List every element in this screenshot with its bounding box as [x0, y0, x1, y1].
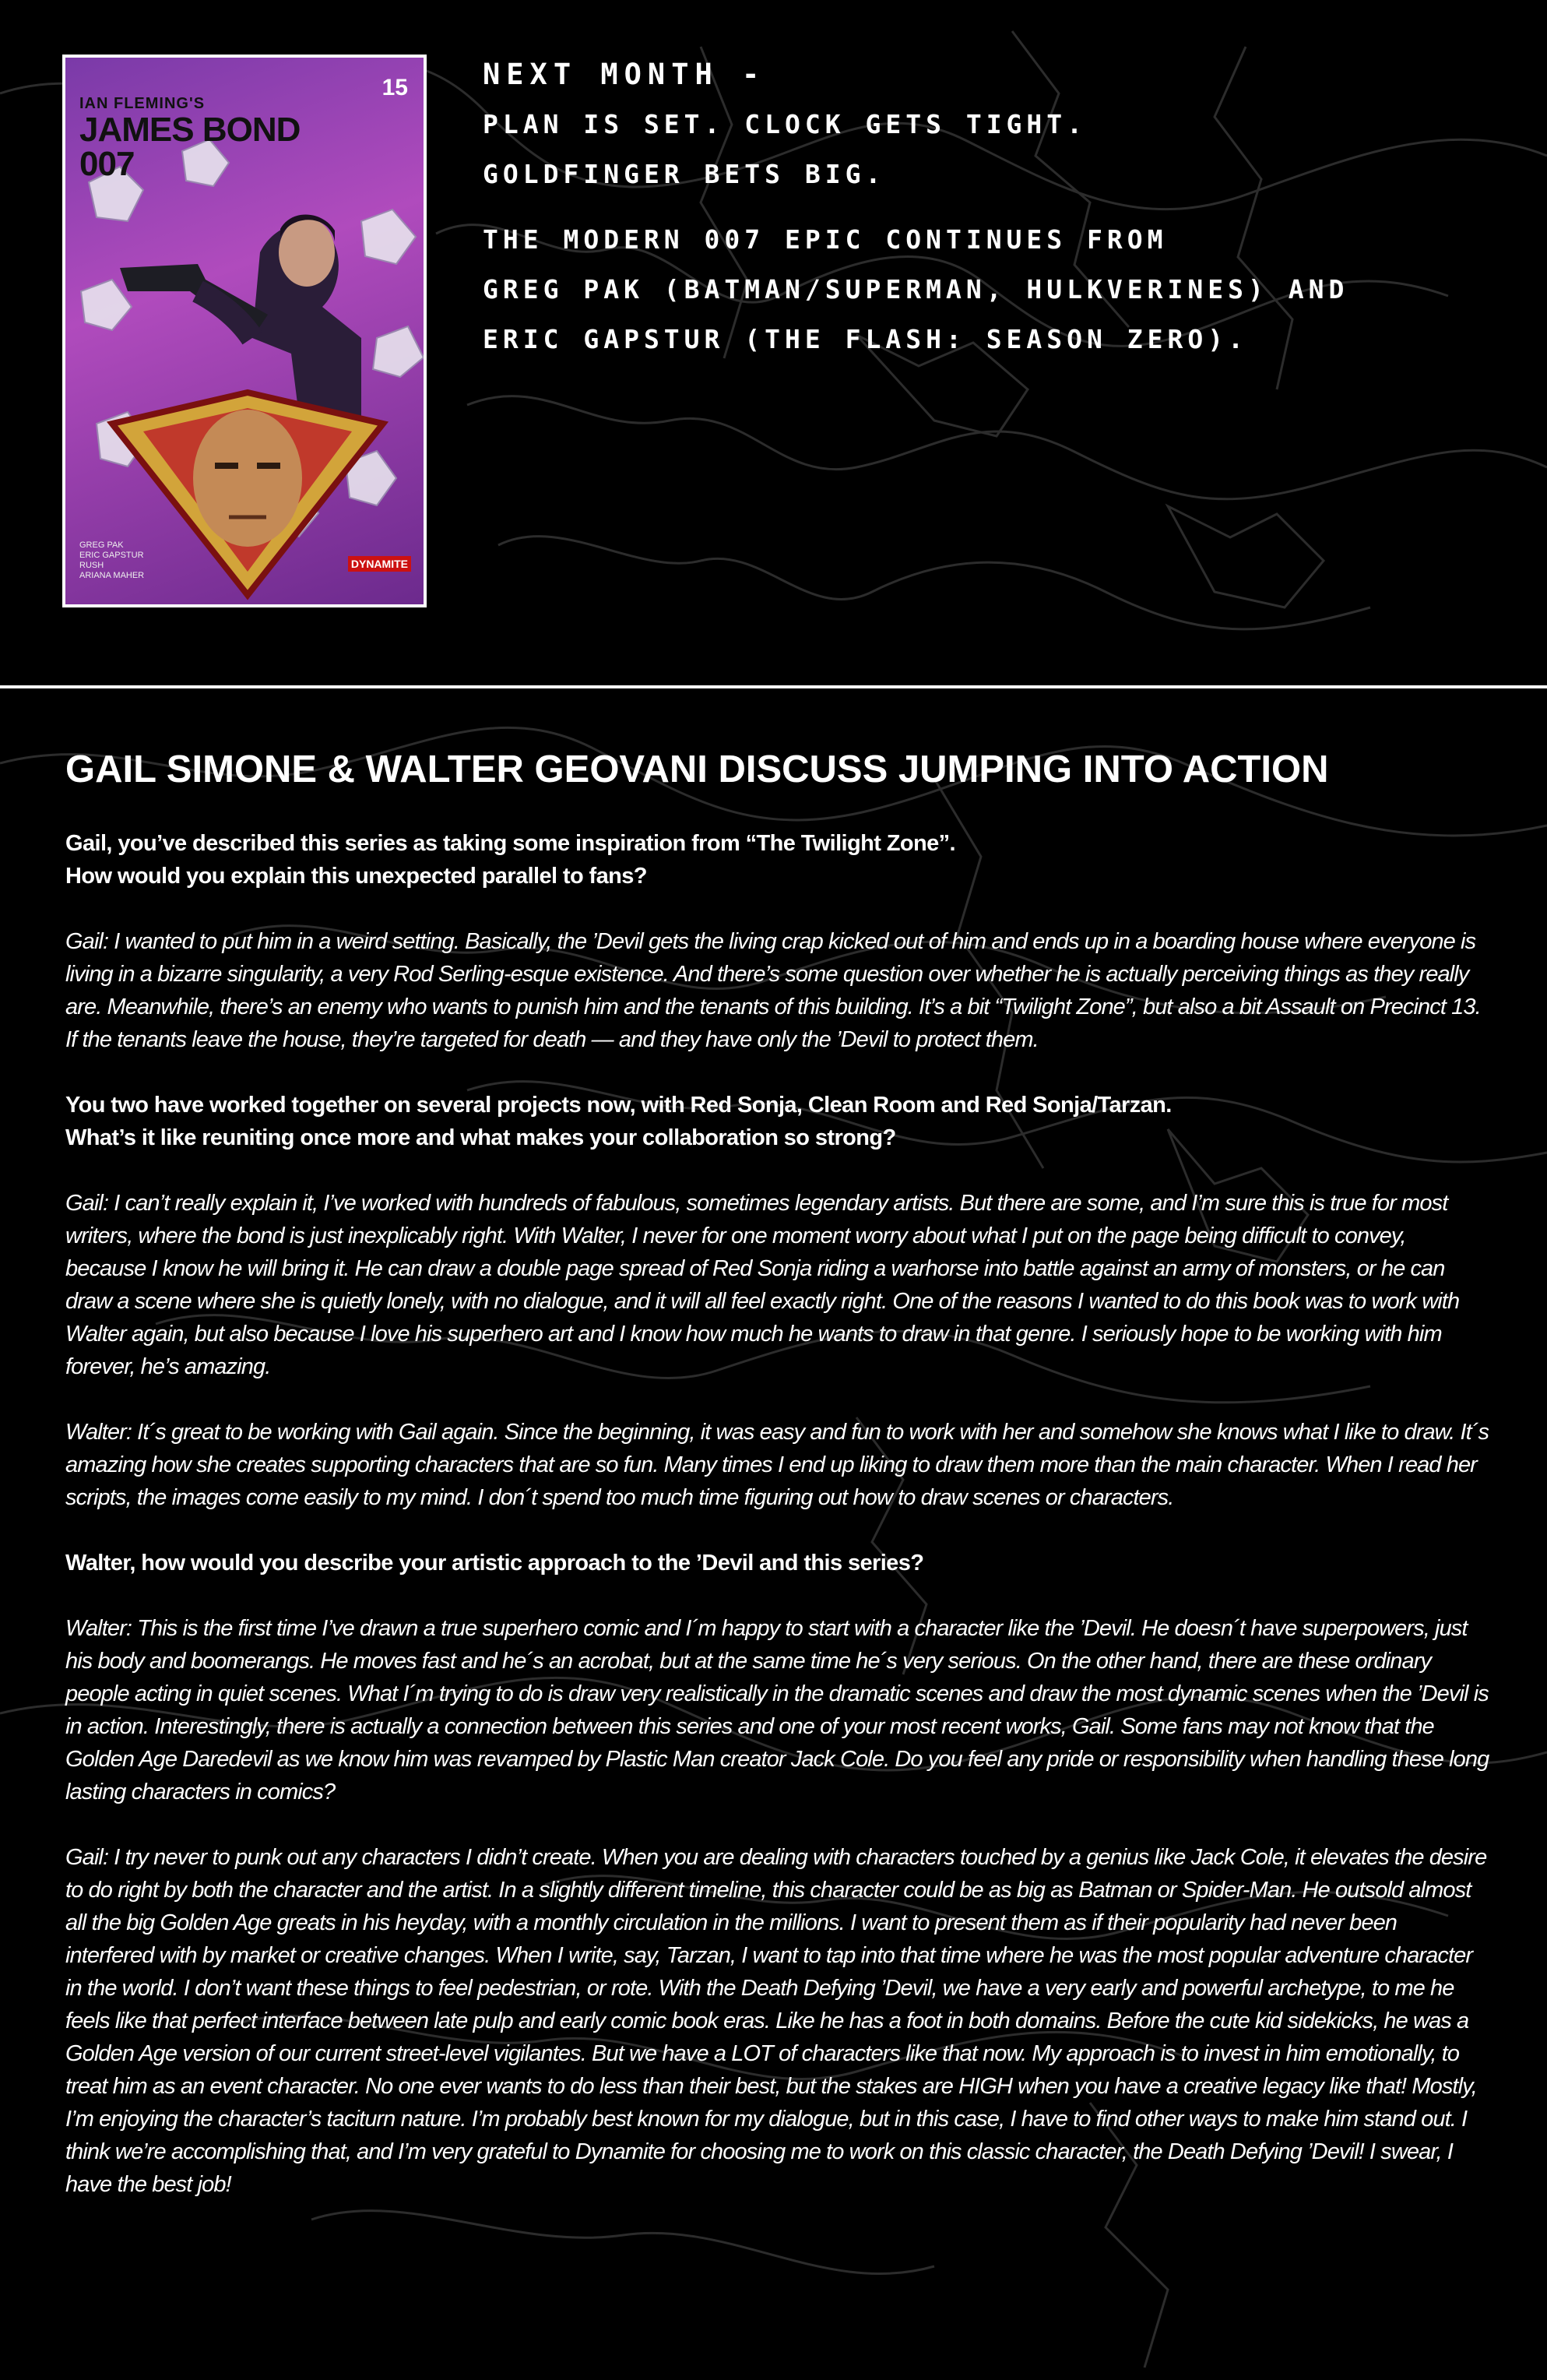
answer-text: Gail: I wanted to put him in a weird setting. Basically, the ’Devil gets the living crap kicked out of him and ends up in a boarding house where everyone is living in a bizarre singularity, a very Rod Serling-esque existence. And there’s some question over whether he is actually perceiving things as they really are. Meanwhile, there’s an enemy who wants to punish him and the tenants of this building. It’s a bit “Twilight Zone”, but also a bit Assault on Precinct 13. If the tenants leave the house, they’re targeted for death — and they have only the ’Devil to protect them. — [65, 929, 1481, 1052]
promo-line: THE MODERN 007 EPIC CONTINUES FROM — [483, 224, 1168, 255]
cover-credits — [79, 540, 144, 581]
cover-credit: ARIANA MAHER — [79, 571, 145, 580]
cover-series-prefix: IAN FLEMING'S — [79, 95, 206, 112]
question-line: What’s it like reuniting once more and what makes your collaboration so strong? — [65, 1125, 896, 1150]
interview-question — [65, 1089, 1490, 1154]
interview-answer — [65, 925, 1490, 1056]
answer-text: Walter: This is the first time I’ve drawn a true superhero comic and I´m happy to start with a character like the ’Devil. He doesn´t have superpowers, just his body and boomerangs. He moves fast and he´s an acrobat, but at the same time he´s very serious. On the other hand, there are these ordinary people acting in quiet scenes. What I´m trying to do is draw very realistically in the dramatic scenes and draw the most dynamic scenes when the ’Devil is in action. Interestingly, there is actually a connection between this series and one of your most recent works, Gail. Some fans may not know that the Golden Age Daredevil as we know him was revamped by Plastic Man creator Jack Cole. Do you feel any pride or responsibility when handling these long lasting characters in comics? — [65, 1616, 1489, 1804]
question-line: Gail, you’ve described this series as taking some inspiration from “The Twilight Zone”. — [65, 831, 955, 856]
interview-answer — [65, 1841, 1490, 2201]
answer-text: Gail: I can’t really explain it, I’ve worked with hundreds of fabulous, sometimes legendary artists. But there are some, and I’m sure this is true for most writers, where the bond is just inexplicably right. With Walter, I never for one moment worry about what I put on the page being difficult to convey, because I know he will bring it. He can draw a double page spread of Red Sonja riding a warhorse into battle against an army of monsters, or he can draw a scene where she is quietly lonely, with no dialogue, and it will all feel exactly right. One of the reasons I wanted to do this book was to work with Walter again, but also because I love his superhero art and I know how much he wants to draw in that genre. I seriously hope to be working with him forever, he’s amazing. — [65, 1191, 1460, 1379]
promo-line: PLAN IS SET. CLOCK GETS TIGHT. — [483, 109, 1088, 139]
answer-text: Gail: I try never to punk out any characters I didn’t create. When you are dealing with characters touched by a genius like Jack Cole, it elevates the desire to do right by both the character and the artist. In a slightly different timeline, this character could be as big as Batman or Spider-Man. He outsold almost all the big Golden Age greats in his heyday, with a monthly circulation in the millions. I want to present them as if their popularity had never been interfered with by market or creative changes. When I write, say, Tarzan, I want to tap into that time where he was the most popular adventure character in the world. I don’t want these things to feel pedestrian, or rote. With the Death Defying ’Devil, we have a very early and powerful archetype, to me he feels like that perfect interface between late pulp and early comic book eras. Like he has a foot in both domains. Before the cute kid sidekicks, he was a Golden Age version of our current street-level vigilantes. But we have a LOT of characters like that now. My approach is to invest in him emotionally, to treat him as an event character. No one ever wants to do less than their best, but the stakes are HIGH when you have a creative legacy like that! Mostly, I’m enjoying the character’s taciturn nature. I’m probably best known for my dialogue, but in this case, I have to find other ways to make him stand out. I think we’re accomplishing that, and I’m very grateful to Dynamite for choosing me to work on this classic character, the Death Defying ’Devil! I swear, I have the best job! — [65, 1845, 1487, 2197]
next-month-promo — [483, 50, 1510, 364]
cover-credit: GREG PAK — [79, 540, 124, 550]
promo-line: GOLDFINGER BETS BIG. — [483, 159, 886, 189]
comic-cover-image — [62, 55, 427, 607]
cover-credit: ERIC GAPSTUR — [79, 551, 144, 560]
cover-publisher-logo: DYNAMITE — [348, 556, 411, 572]
interview-answer — [65, 1416, 1490, 1514]
interview-answer — [65, 1187, 1490, 1383]
article-title: GAIL SIMONE & WALTER GEOVANI DISCUSS JUMPING INTO ACTION — [65, 748, 1329, 790]
interview-question — [65, 827, 1490, 892]
cover-series-title: JAMES BOND 007 — [79, 111, 301, 183]
promo-line: GREG PAK (BATMAN/SUPERMAN, HULKVERINES) AND — [483, 274, 1349, 305]
question-line: Walter, how would you describe your artistic approach to the ’Devil and this series? — [65, 1551, 924, 1576]
cover-issue-number: 15 — [381, 75, 408, 100]
interview-answer — [65, 1612, 1490, 1808]
interview-article — [65, 748, 1490, 2234]
cover-credit: RUSH — [79, 561, 104, 570]
section-divider — [0, 685, 1547, 688]
interview-question — [65, 1547, 1490, 1579]
promo-heading: NEXT MONTH - — [483, 58, 766, 91]
answer-text: Walter: It´s great to be working with Gail again. Since the beginning, it was easy and fun to work with her and somehow she knows what I like to draw. It´s amazing how she creates supporting characters that are so fun. Many times I end up liking to draw them more than the main character. When I read her scripts, the images come easily to my mind. I don´t spend too much time figuring out how to draw scenes or characters. — [65, 1420, 1489, 1510]
question-line: How would you explain this unexpected parallel to fans? — [65, 864, 647, 889]
question-line: You two have worked together on several projects now, with Red Sonja, Clean Room and Red Sonja/Tarzan. — [65, 1093, 1172, 1118]
promo-line: ERIC GAPSTUR (THE FLASH: SEASON ZERO). — [483, 324, 1248, 354]
